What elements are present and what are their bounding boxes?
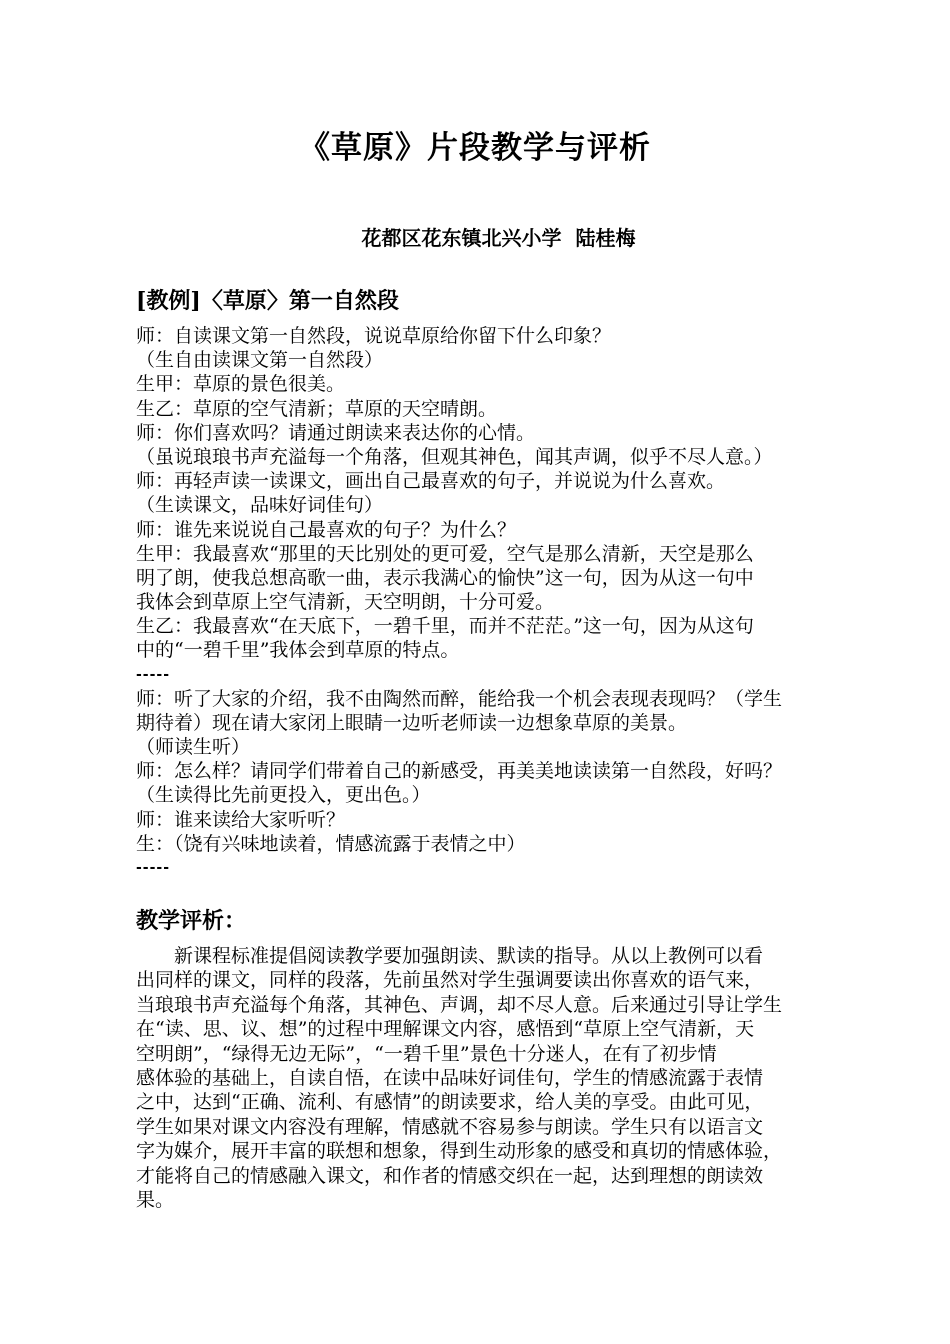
dialogue-line: 生：（饶有兴味地读着，情感流露于表情之中）: [136, 832, 526, 855]
dialogue-line: 生甲：我最喜欢“那里的天比别处的更可爱，空气是那么清新，天空是那么: [136, 542, 754, 565]
dialogue-line: 生乙：草原的空气清新；草原的天空晴朗。: [136, 397, 498, 420]
dialogue-line: 师：谁来读给大家听听？: [136, 808, 346, 831]
dialogue-line: 师：怎么样？请同学们带着自己的新感受，再美美地读读第一自然段，好吗？: [136, 760, 783, 783]
author-line: 花都区花东镇北兴小学 陆桂梅: [361, 226, 636, 250]
dialogue-line: （生读得比先前更投入，更出色。）: [136, 784, 431, 807]
dialogue-line: 明了朗，使我总想高歌一曲，表示我满心的愉快”这一句，因为从这一句中: [136, 566, 754, 589]
dialogue-line: 师：再轻声读一读课文，画出自己最喜欢的句子，并说说为什么喜欢。: [136, 470, 726, 493]
dialogue-line: （虽说琅琅书声充溢每一个角落，但观其神色，闻其声调，似乎不尽人意。）: [136, 445, 773, 468]
dialogue-line: 师：谁先来说说自己最喜欢的句子？为什么？: [136, 518, 517, 541]
paragraph-line: 出同样的课文，同样的段落，先前虽然对学生强调要读出你喜欢的语气来，: [136, 969, 764, 992]
paragraph-line: 果。: [136, 1188, 175, 1211]
review-paragraph: [136, 944, 872, 1212]
example-heading: [教例]〈草原〉第一自然段: [136, 288, 399, 314]
paragraph-line: 才能将自己的情感融入课文，和作者的情感交织在一起，达到理想的朗读效: [136, 1164, 764, 1187]
paragraph-line: 字为媒介，展开丰富的联想和想象，得到生动形象的感受和真切的情感体验，: [136, 1140, 783, 1163]
dialogue-line: 师：听了大家的介绍，我不由陶然而醉，能给我一个机会表现表现吗？（学生: [136, 687, 783, 710]
dialogue-line: 生乙：我最喜欢“在天底下，一碧千里，而并不茫茫。”这一句，因为从这句: [136, 615, 754, 638]
separator: -----: [136, 666, 171, 683]
paragraph-line: 新课程标准提倡阅读教学要加强朗读、默读的指导。从以上教例可以看: [136, 945, 764, 967]
dialogue-line: 中的“一碧千里”我体会到草原的特点。: [136, 639, 460, 662]
paragraph-line: 之中，达到“正确、流利、有感情”的朗读要求，给人美的享受。由此可见，: [136, 1091, 764, 1114]
dialogue-line: 生甲：草原的景色很美。: [136, 373, 346, 396]
paragraph-line: 在“读、思、议、想”的过程中理解课文内容，感悟到“草原上空气清新，天: [136, 1018, 755, 1041]
dialogue-line: 师：你们喜欢吗？请通过朗读来表达你的心情。: [136, 421, 536, 444]
page-title: 《草原》片段教学与评析: [299, 130, 651, 166]
example-dialogue: [136, 324, 881, 880]
separator: -----: [136, 859, 171, 876]
dialogue-line: 我体会到草原上空气清新，天空明朗，十分可爱。: [136, 591, 555, 614]
dialogue-line: （生自由读课文第一自然段）: [136, 349, 384, 372]
paragraph-line: 当琅琅书声充溢每个角落，其神色、声调，却不尽人意。后来通过引导让学生: [136, 993, 783, 1016]
dialogue-line: 期待着）现在请大家闭上眼睛一边听老师读一边想象草原的美景。: [136, 711, 688, 734]
paragraph-line: 学生如果对课文内容没有理解，情感就不容易参与朗读。学生只有以语言文: [136, 1115, 764, 1138]
dialogue-line: （生读课文，品味好词佳句）: [136, 494, 384, 517]
dialogue-line: （师读生听）: [136, 736, 251, 758]
paragraph-line: 感体验的基础上，自读自悟，在读中品味好词佳句，学生的情感流露于表情: [136, 1066, 764, 1089]
paragraph-line: 空明朗”，“绿得无边无际”，“一碧千里”景色十分迷人，在有了初步情: [136, 1042, 717, 1065]
dialogue-line: 师：自读课文第一自然段，说说草原给你留下什么印象？: [136, 325, 612, 347]
review-heading: 教学评析：: [136, 908, 247, 934]
